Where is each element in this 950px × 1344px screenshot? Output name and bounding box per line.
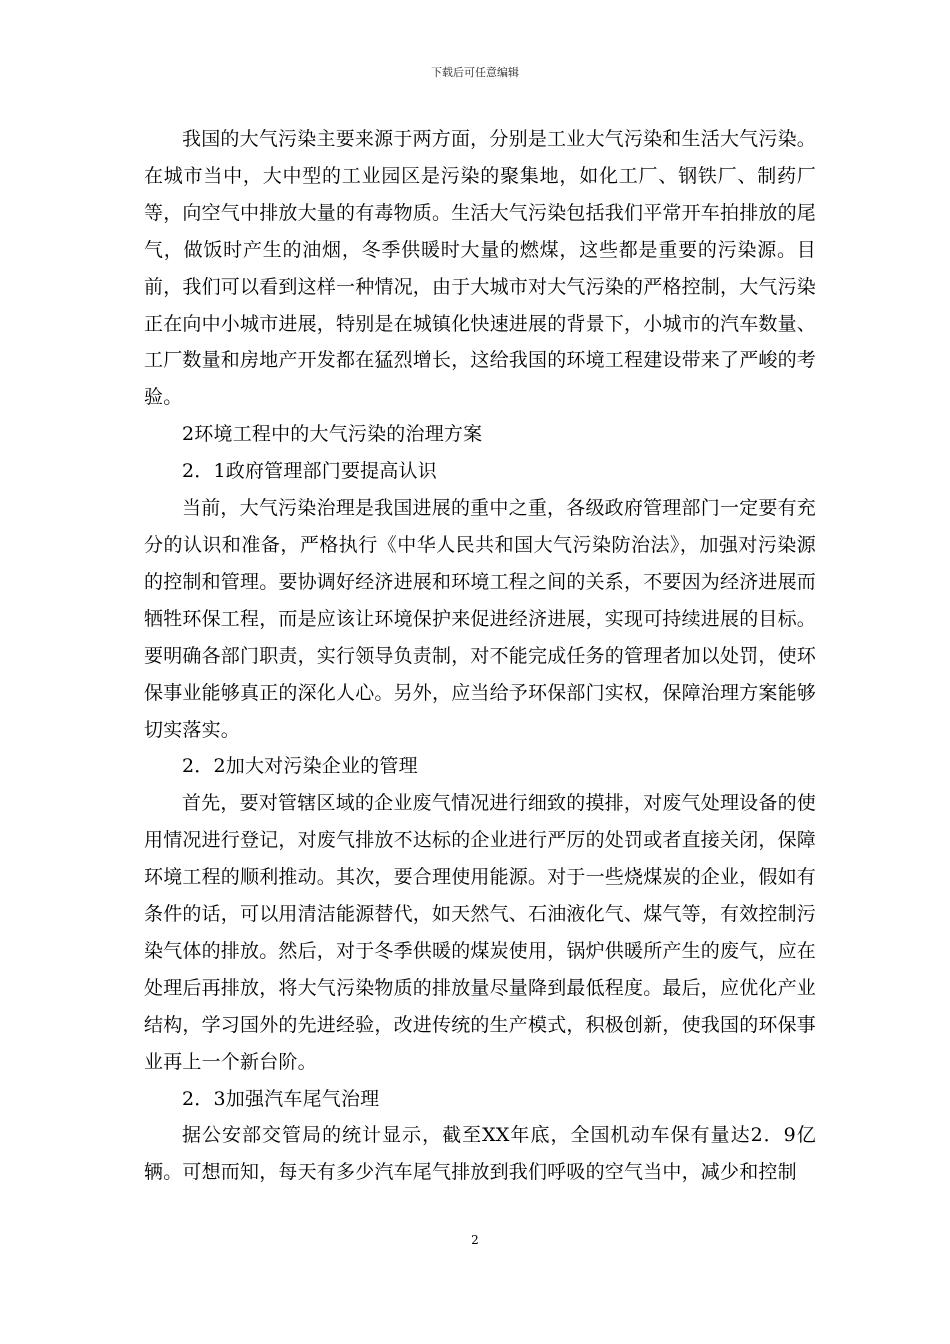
page-number: 2 [471, 1233, 479, 1247]
paragraph-enterprise-management: 首先，要对管辖区域的企业废气情况进行细致的摸排，对废气处理设备的使用情况进行登记，对废气排放不达标的企业进行严厉的处罚或者直接关闭，保障环境工程的顺利推动。其次，要合理使用能源。对于一些烧煤炭的企业，假如有条件的话，可以用清洁能源替代，如天然气、石油液化气、煤气等，有效控制污染气体的排放。然后，对于冬季供暖的煤炭使用，锅炉供暖所产生的废气，应在处理后再排放，将大气污染物质的排放量尽量降到最低程度。最后，应优化产业结构，学习国外的先进经验，改进传统的生产模式，积极创新，使我国的环保事业再上一个新台阶。 [144, 792, 817, 1073]
page-header: 下载后可任意编辑 [431, 66, 519, 79]
subsection-heading-2-1: 2．1政府管理部门要提高认识 [182, 460, 437, 483]
paragraph-government-awareness: 当前，大气污染治理是我国进展的重中之重，各级政府管理部门一定要有充分的认识和准备，严格执行《中华人民共和国大气污染防治法》，加强对污染源的控制和管理。要协调好经济进展和环境工程之间的关系，不要因为经济进展而牺牲环保工程，而是应该让环境保护来促进经济进展，实现可持续进展的目标。要明确各部门职责，实行领导负责制，对不能完成任务的管理者加以处罚，使环保事业能够真正的深化人心。另外，应当给予环保部门实权，保障治理方案能够切实落实。 [144, 497, 817, 741]
subsection-heading-2-2: 2．2加大对污染企业的管理 [182, 755, 418, 778]
document-body [144, 121, 816, 1191]
paragraph-vehicle-exhaust: 据公安部交管局的统计显示，截至XX年底，全国机动车保有量达2．9亿辆。可想而知，每天有多少汽车尾气排放到我们呼吸的空气当中，减少和控制 [144, 1124, 816, 1184]
paragraph-air-pollution-sources: 我国的大气污染主要来源于两方面，分别是工业大气污染和生活大气污染。在城市当中，大中型的工业园区是污染的聚集地，如化工厂、钢铁厂、制药厂等，向空气中排放大量的有毒物质。生活大气污染包括我们平常开车拍排放的尾气，做饭时产生的油烟，冬季供暖时大量的燃煤，这些都是重要的污染源。目前，我们可以看到这样一种情况，由于大城市对大气污染的严格控制，大气污染正在向中小城市进展，特别是在城镇化快速进展的背景下，小城市的汽车数量、工厂数量和房地产开发都在猛烈增长，这给我国的环境工程建设带来了严峻的考验。 [144, 128, 817, 409]
section-heading-2: 2环境工程中的大气污染的治理方案 [182, 423, 483, 446]
subsection-heading-2-3: 2．3加强汽车尾气治理 [182, 1087, 380, 1110]
